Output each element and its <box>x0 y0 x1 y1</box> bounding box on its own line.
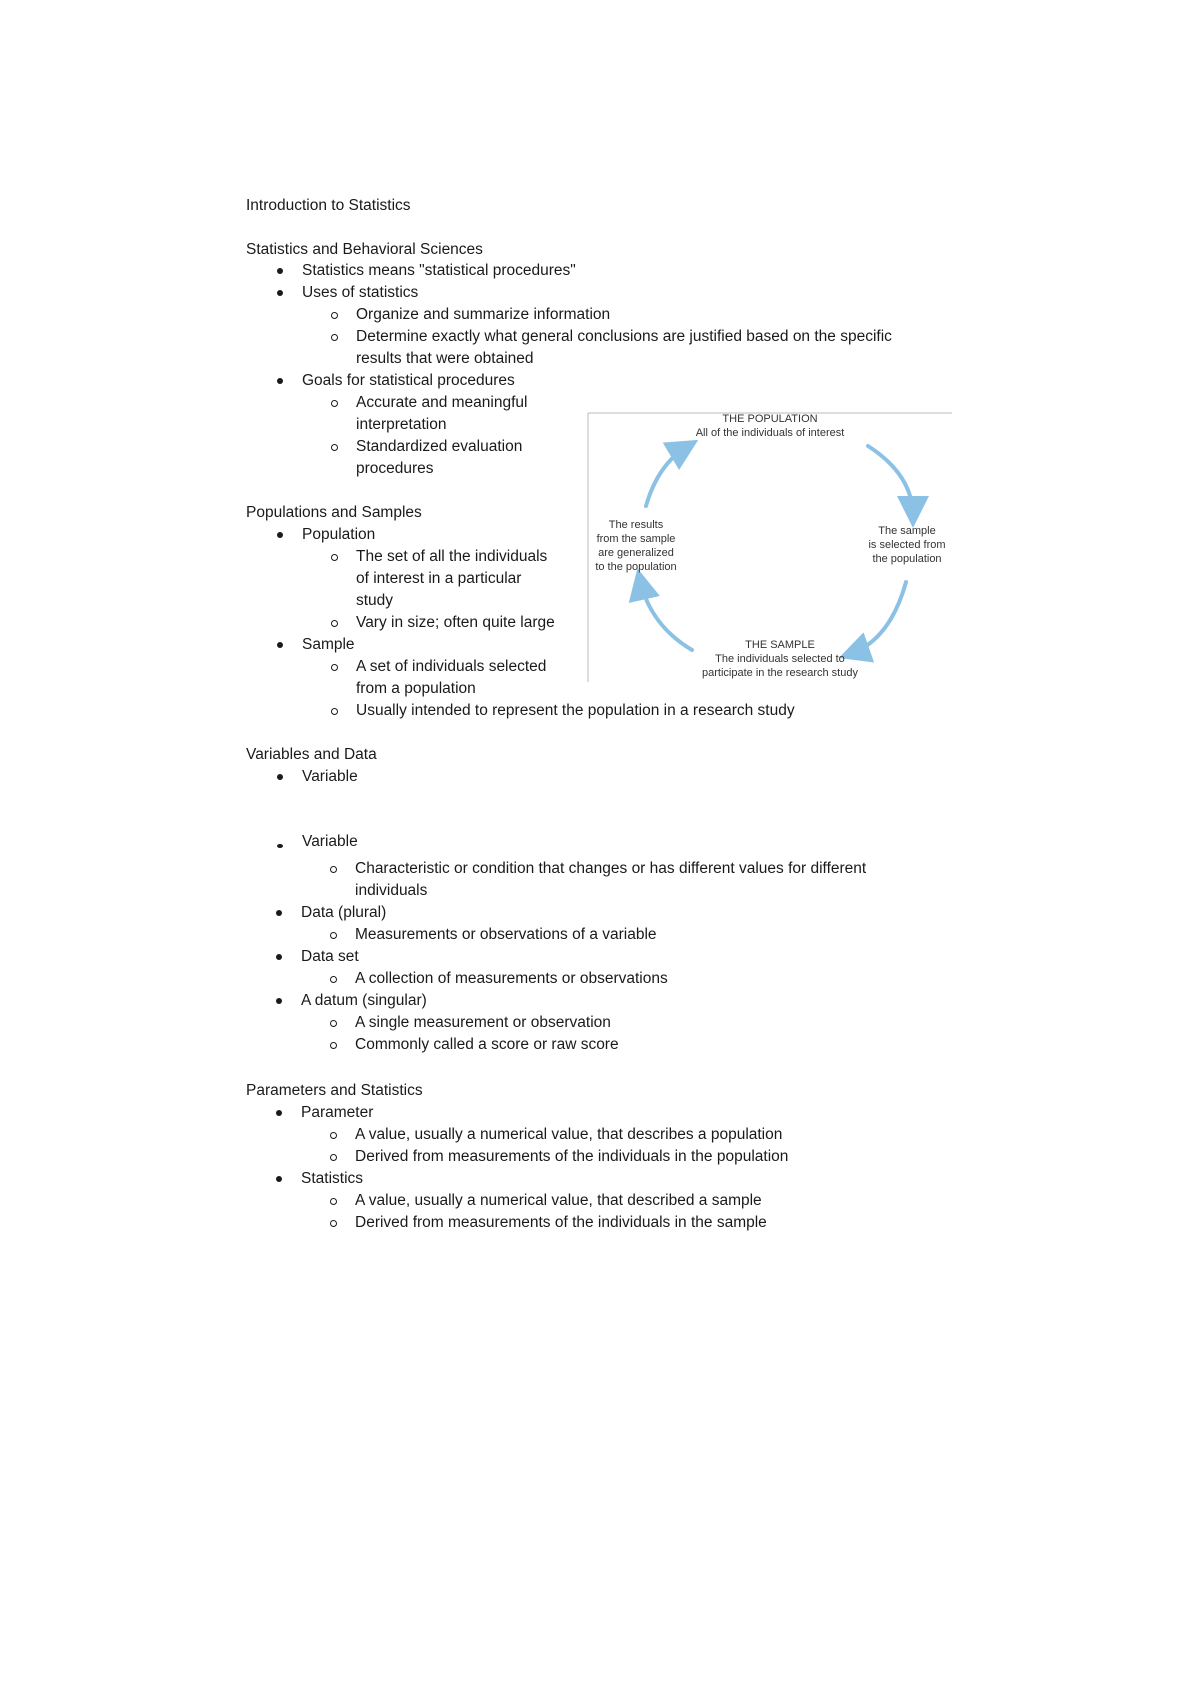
list-item-continuation: individuals <box>355 882 428 899</box>
list-item: Derived from measurements of the individuals in the population <box>355 1148 789 1165</box>
list-item: Statistics <box>301 1170 364 1187</box>
diagram-right-label-1: The sample <box>878 525 936 537</box>
list-item-continuation: results that were obtained <box>356 350 534 367</box>
list-item-continuation: interpretation <box>356 416 447 433</box>
diagram-left-label-1: The results <box>608 519 664 531</box>
section-heading-populations: Populations and Samples <box>246 504 422 521</box>
list-item: Accurate and meaningful <box>356 394 528 411</box>
bullet-icon <box>276 1176 282 1182</box>
sub-bullet-icon <box>330 866 337 873</box>
sub-bullet-icon <box>330 1198 337 1205</box>
sub-bullet-icon <box>330 1154 337 1161</box>
bullet-icon <box>277 532 283 538</box>
bullet-icon <box>277 774 283 780</box>
list-item: Commonly called a score or raw score <box>355 1036 619 1053</box>
section-heading-parameters: Parameters and Statistics <box>246 1082 423 1099</box>
diagram-population-title: THE POPULATION <box>722 413 818 425</box>
sub-bullet-icon <box>330 932 337 939</box>
list-item: Sample <box>302 636 355 653</box>
list-item-continuation: of interest in a particular <box>356 570 522 587</box>
list-item: Measurements or observations of a variable <box>355 926 657 943</box>
sub-bullet-icon <box>330 1220 337 1227</box>
list-item: Derived from measurements of the individuals in the sample <box>355 1214 767 1231</box>
diagram-left-label-3: are generalized <box>598 547 674 559</box>
page-break-clipped-line <box>270 833 390 852</box>
list-item: Data set <box>301 948 359 965</box>
list-item: Population <box>302 526 376 543</box>
bullet-icon <box>276 954 282 960</box>
sub-bullet-icon <box>331 400 338 407</box>
arrow-pop-to-right <box>868 446 913 516</box>
sub-bullet-icon <box>330 976 337 983</box>
list-item: The set of all the individuals <box>356 548 548 565</box>
list-item-continuation: from a population <box>356 680 476 697</box>
bullet-icon <box>277 642 283 648</box>
population-sample-diagram <box>588 410 952 682</box>
diagram-sample-desc-1: The individuals selected to <box>715 653 845 665</box>
list-item: A single measurement or observation <box>355 1014 611 1031</box>
list-item: Vary in size; often quite large <box>356 614 555 631</box>
diagram-population-desc: All of the individuals of interest <box>695 427 845 439</box>
list-item: A datum (singular) <box>301 992 427 1009</box>
bullet-icon <box>277 268 283 274</box>
diagram-sample-desc-2: participate in the research study <box>702 667 858 679</box>
list-item: Organize and summarize information <box>356 306 611 323</box>
list-item: Variable <box>302 768 358 785</box>
diagram-left-label-4: to the population <box>595 561 677 573</box>
list-item: Standardized evaluation <box>356 438 523 455</box>
list-item: Usually intended to represent the population in a research study <box>356 702 795 719</box>
diagram-left-label-2: from the sample <box>596 533 676 545</box>
sub-bullet-icon <box>331 708 338 715</box>
section-heading-statistics: Statistics and Behavioral Sciences <box>246 241 483 258</box>
list-item: Determine exactly what general conclusions are justified based on the specific <box>356 328 892 345</box>
bullet-icon <box>277 844 283 848</box>
sub-bullet-icon <box>331 334 338 341</box>
sub-bullet-icon <box>331 620 338 627</box>
diagram-right-label-2: is selected from <box>868 539 946 551</box>
bullet-icon <box>277 290 283 296</box>
list-item: A collection of measurements or observations <box>355 970 668 987</box>
bullet-icon <box>277 378 283 384</box>
bullet-icon <box>276 1110 282 1116</box>
sub-bullet-icon <box>330 1020 337 1027</box>
section-heading-variables: Variables and Data <box>246 746 377 763</box>
list-item: Data (plural) <box>301 904 387 921</box>
clipped-list-item: Variable <box>302 833 358 850</box>
sub-bullet-icon <box>330 1132 337 1139</box>
bullet-icon <box>276 910 282 916</box>
list-item-continuation: procedures <box>356 460 434 477</box>
list-item: Parameter <box>301 1104 374 1121</box>
list-item: Goals for statistical procedures <box>302 372 515 389</box>
list-item: Characteristic or condition that changes or has different values for different <box>355 860 867 877</box>
document-title: Introduction to Statistics <box>246 197 411 214</box>
diagram-right-label-3: the population <box>872 553 942 565</box>
list-item-continuation: study <box>356 592 394 609</box>
sub-bullet-icon <box>331 444 338 451</box>
list-item: Uses of statistics <box>302 284 419 301</box>
list-item: A value, usually a numerical value, that describes a population <box>355 1126 783 1143</box>
sub-bullet-icon <box>331 664 338 671</box>
diagram-sample-title: THE SAMPLE <box>745 639 815 651</box>
list-item: A value, usually a numerical value, that described a sample <box>355 1192 762 1209</box>
sub-bullet-icon <box>331 312 338 319</box>
arrow-left-to-pop <box>646 446 688 506</box>
sub-bullet-icon <box>330 1042 337 1049</box>
sub-bullet-icon <box>331 554 338 561</box>
list-item: A set of individuals selected <box>356 658 547 675</box>
bullet-icon <box>276 998 282 1004</box>
list-item: Statistics means "statistical procedures" <box>302 262 576 279</box>
